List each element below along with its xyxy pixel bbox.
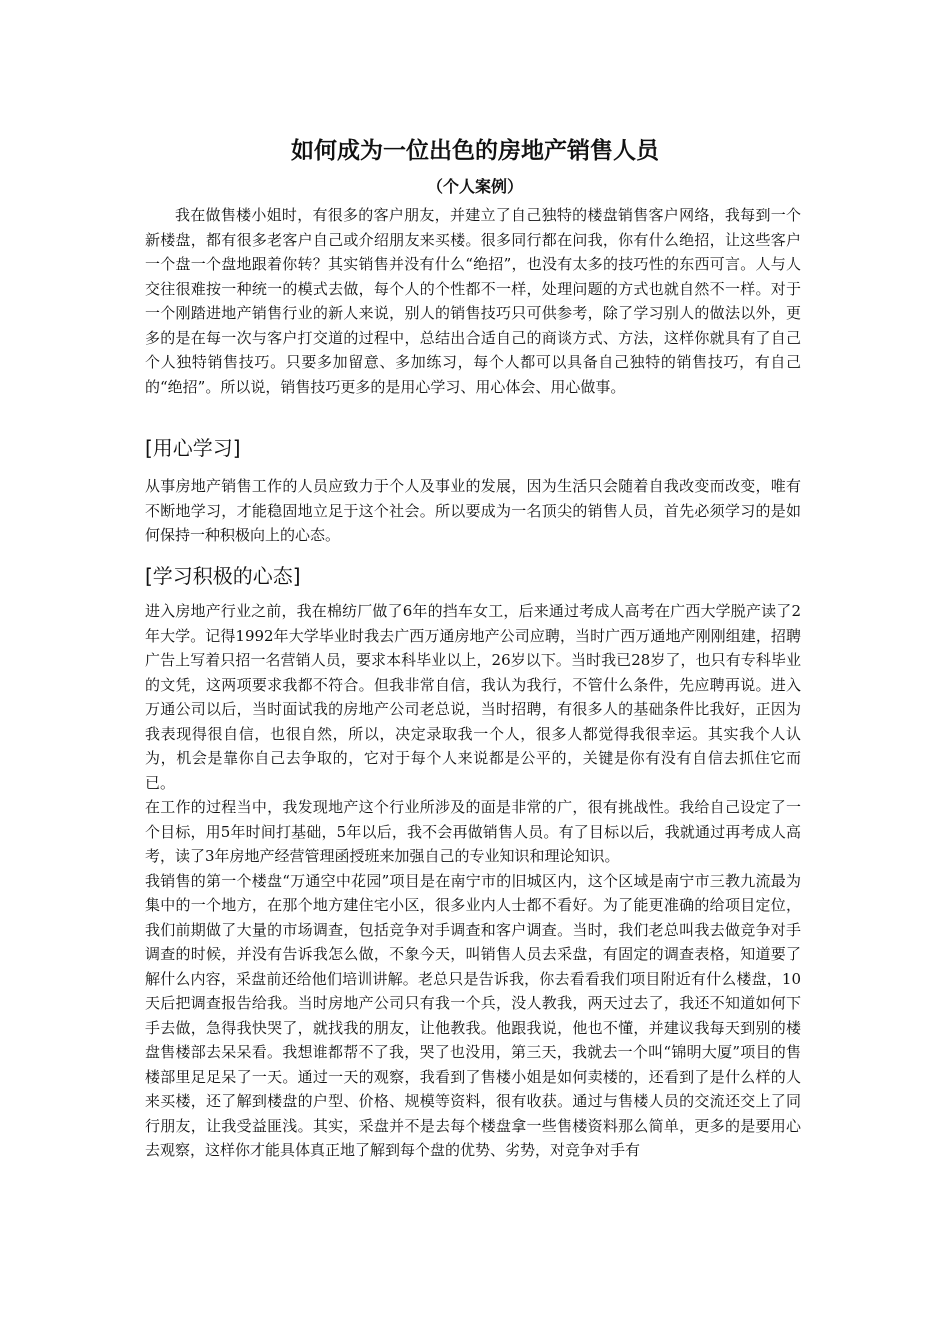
document-subtitle: （个人案例） <box>426 177 523 196</box>
section-heading-positive-attitude: [学习积极的心态] <box>145 564 301 588</box>
section-body <box>145 599 801 1163</box>
document-title: 如何成为一位出色的房地产销售人员 <box>291 138 659 164</box>
section-paragraph: 我销售的第一个楼盘“万通空中花园”项目是在南宁市的旧城区内，这个区域是南宁市三教九流最为集中的一个地方，在那个地方建住宅小区，很多业内人士都不看好。为了能更准确的给项目定位，我们前期做了大量的市场调查，包括竞争对手调查和客户调查。当时，我们老总叫我去做竞争对手调查的时候，并没有告诉我怎么做，不象今天，叫销售人员去采盘，有固定的调查表格，知道要了解什么内容，采盘前还给他们培训讲解。老总只是告诉我，你去看看我们项目附近有什么楼盘，10天后把调查报告给我。当时房地产公司只有我一个兵，没人教我，两天过去了，我还不知道如何下手去做，急得我快哭了，就找我的朋友，让他教我。他跟我说，他也不懂，并建议我每天到别的楼盘售楼部去呆呆看。我想谁都帮不了我，哭了也没用，第三天，我就去一个叫“锦明大厦”项目的售楼部里足足呆了一天。通过一天的观察，我看到了售楼小姐是如何卖楼的，还看到了是什么样的人来买楼，还了解到楼盘的户型、价格、规模等资料，很有收获。通过与售楼人员的交流还交上了同行朋友，让我受益匪浅。其实，采盘并不是去每个楼盘拿一些售楼资料那么简单，更多的是要用心去观察，这样你才能具体真正地了解到每个盘的优势、劣势，对竞争对手有 <box>145 871 801 1159</box>
section-paragraph: 从事房地产销售工作的人员应致力于个人及事业的发展，因为生活只会随着自我改变而改变，唯有不断地学习，才能稳固地立足于这个社会。所以要成为一名顶尖的销售人员，首先必须学习的是如何保持一种积极向上的心态。 <box>145 477 801 544</box>
section-heading-study: [用心学习] <box>145 436 241 460</box>
section-paragraph: 在工作的过程当中，我发现地产这个行业所涉及的面是非常的广，很有挑战性。我给自己设定了一个目标，用5年时间打基础，5年以后，我不会再做销售人员。有了目标以后，我就通过再考成人高考，读了3年房地产经营管理函授班来加强自己的专业知识和理论知识。 <box>145 798 801 865</box>
section-paragraph: 进入房地产行业之前，我在棉纺厂做了6年的挡车女工，后来通过考成人高考在广西大学脱产读了2年大学。记得1992年大学毕业时我去广西万通房地产公司应聘，当时广西万通地产刚刚组建，招聘广告上写着只招一名营销人员，要求本科毕业以上，26岁以下。当时我已28岁了，也只有专科毕业的文凭，这两项要求我都不符合。但我非常自信，我认为我行，不管什么条件，先应聘再说。进入万通公司以后，当时面试我的房地产公司老总说，当时招聘，有很多人的基础条件比我好，正因为我表现得很自信，也很自然，所以，决定录取我一个人，很多人都觉得我很幸运。其实我个人认为，机会是靠你自己去争取的，它对于每个人来说都是公平的，关键是你有没有自信去抓住它而已。 <box>145 602 801 792</box>
intro-paragraph: 我在做售楼小姐时，有很多的客户朋友，并建立了自己独特的楼盘销售客户网络，我每到一个新楼盘，都有很多老客户自己或介绍朋友来买楼。很多同行都在问我，你有什么绝招，让这些客户一个盘一个盘地跟着你转？其实销售并没有什么“绝招”，也没有太多的技巧性的东西可言。人与人交往很难按一种统一的模式去做，每个人的个性都不一样，处理问题的方式也就自然不一样。对于一个刚踏进地产销售行业的新人来说，别人的销售技巧只可供参考，除了学习别人的做法以外，更多的是在每一次与客户打交道的过程中，总结出合适自己的商谈方式、方法，这样你就具有了自己个人独特销售技巧。只要多加留意、多加练习，每个人都可以具备自己独特的销售技巧，有自己的“绝招”。所以说，销售技巧更多的是用心学习、用心体会、用心做事。 <box>145 206 801 396</box>
